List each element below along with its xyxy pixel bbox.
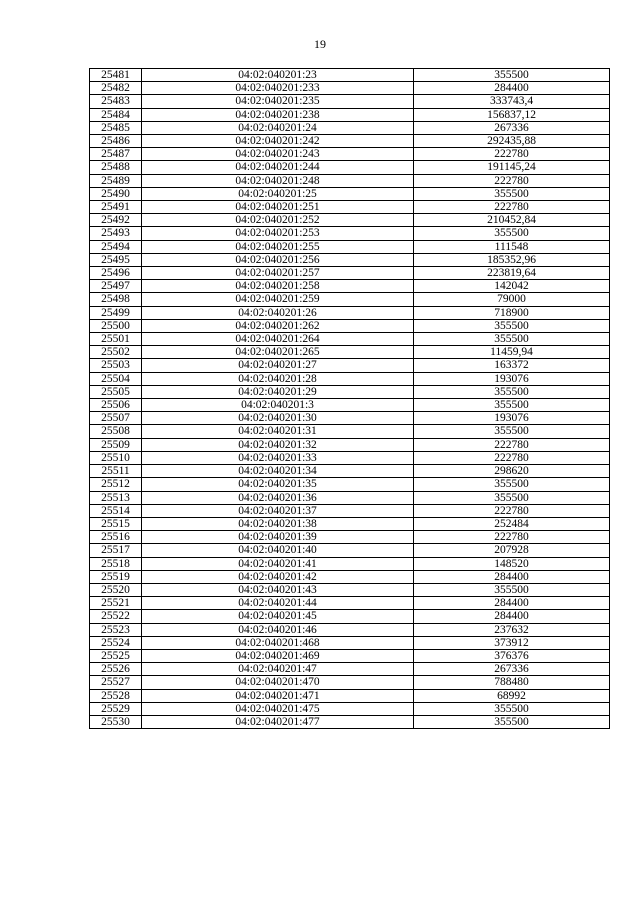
row-number-cell: 25498 [90,293,142,306]
cadastral-number-cell: 04:02:040201:258 [142,280,414,293]
table-row [90,531,610,544]
cadastral-value-cell: 111548 [414,240,610,253]
cadastral-number-cell: 04:02:040201:244 [142,161,414,174]
table-row [90,267,610,280]
cadastral-number-cell: 04:02:040201:46 [142,623,414,636]
table-row [90,597,610,610]
cadastral-value-cell: 267336 [414,663,610,676]
page-number: 19 [314,37,326,51]
row-number-cell: 25521 [90,597,142,610]
cadastral-number-cell: 04:02:040201:248 [142,174,414,187]
cadastral-number-cell: 04:02:040201:26 [142,306,414,319]
row-number-cell: 25503 [90,359,142,372]
row-number-cell: 25528 [90,689,142,702]
row-number-cell: 25483 [90,95,142,108]
row-number-cell: 25513 [90,491,142,504]
row-number-cell: 25499 [90,306,142,319]
cadastral-number-cell: 04:02:040201:477 [142,715,414,728]
cadastral-number-cell: 04:02:040201:33 [142,451,414,464]
table-row [90,491,610,504]
table-row [90,517,610,530]
cadastral-value-cell: 718900 [414,306,610,319]
cadastral-number-cell: 04:02:040201:262 [142,319,414,332]
cadastral-number-cell: 04:02:040201:3 [142,399,414,412]
row-number-cell: 25486 [90,135,142,148]
row-number-cell: 25494 [90,240,142,253]
cadastral-number-cell: 04:02:040201:257 [142,267,414,280]
table-row [90,715,610,728]
table-row [90,610,610,623]
cadastral-number-cell: 04:02:040201:36 [142,491,414,504]
table-row [90,201,610,214]
table-row [90,253,610,266]
row-number-cell: 25525 [90,649,142,662]
cadastral-value-cell: 11459,94 [414,346,610,359]
table-row [90,689,610,702]
row-number-cell: 25495 [90,253,142,266]
table-row [90,306,610,319]
cadastral-value-cell: 185352,96 [414,253,610,266]
cadastral-value-cell: 355500 [414,399,610,412]
row-number-cell: 25524 [90,636,142,649]
cadastral-value-cell: 333743,4 [414,95,610,108]
cadastral-number-cell: 04:02:040201:37 [142,504,414,517]
cadastral-value-cell: 142042 [414,280,610,293]
cadastral-value-cell: 788480 [414,676,610,689]
cadastral-value-cell: 355500 [414,425,610,438]
table-row [90,69,610,82]
cadastral-number-cell: 04:02:040201:35 [142,478,414,491]
cadastral-number-cell: 04:02:040201:42 [142,570,414,583]
row-number-cell: 25496 [90,267,142,280]
cadastral-value-cell: 210452,84 [414,214,610,227]
row-number-cell: 25504 [90,372,142,385]
cadastral-value-cell: 222780 [414,201,610,214]
row-number-cell: 25501 [90,333,142,346]
cadastral-number-cell: 04:02:040201:44 [142,597,414,610]
table-row [90,702,610,715]
cadastral-number-cell: 04:02:040201:259 [142,293,414,306]
table-row [90,425,610,438]
table-row [90,583,610,596]
cadastral-value-cell: 237632 [414,623,610,636]
table-row [90,385,610,398]
row-number-cell: 25527 [90,676,142,689]
row-number-cell: 25481 [90,69,142,82]
cadastral-value-cell: 355500 [414,702,610,715]
table-row [90,214,610,227]
row-number-cell: 25489 [90,174,142,187]
row-number-cell: 25506 [90,399,142,412]
cadastral-value-cell: 222780 [414,504,610,517]
table-row [90,557,610,570]
row-number-cell: 25520 [90,583,142,596]
row-number-cell: 25497 [90,280,142,293]
cadastral-number-cell: 04:02:040201:41 [142,557,414,570]
cadastral-value-cell: 373912 [414,636,610,649]
cadastral-value-cell: 355500 [414,715,610,728]
cadastral-value-cell: 191145,24 [414,161,610,174]
cadastral-number-cell: 04:02:040201:43 [142,583,414,596]
table-body [90,69,610,729]
row-number-cell: 25491 [90,201,142,214]
table-row [90,161,610,174]
cadastral-number-cell: 04:02:040201:24 [142,121,414,134]
row-number-cell: 25515 [90,517,142,530]
cadastral-value-cell: 355500 [414,227,610,240]
cadastral-value-cell: 284400 [414,570,610,583]
row-number-cell: 25530 [90,715,142,728]
cadastral-number-cell: 04:02:040201:468 [142,636,414,649]
row-number-cell: 25512 [90,478,142,491]
table-row [90,187,610,200]
table-row [90,663,610,676]
cadastral-value-cell: 193076 [414,372,610,385]
cadastral-number-cell: 04:02:040201:265 [142,346,414,359]
table-row [90,465,610,478]
cadastral-value-cell: 222780 [414,148,610,161]
table-row [90,174,610,187]
cadastral-value-cell: 355500 [414,583,610,596]
cadastral-value-cell: 79000 [414,293,610,306]
table-row [90,412,610,425]
cadastral-number-cell: 04:02:040201:45 [142,610,414,623]
cadastral-value-cell: 292435,88 [414,135,610,148]
cadastral-value-cell: 284400 [414,82,610,95]
table-row [90,478,610,491]
table-row [90,240,610,253]
table-row [90,359,610,372]
cadastral-value-cell: 68992 [414,689,610,702]
table-row [90,438,610,451]
row-number-cell: 25516 [90,531,142,544]
table-row [90,82,610,95]
table-row [90,636,610,649]
table-row [90,319,610,332]
cadastral-number-cell: 04:02:040201:47 [142,663,414,676]
cadastral-number-cell: 04:02:040201:38 [142,517,414,530]
cadastral-number-cell: 04:02:040201:32 [142,438,414,451]
cadastral-number-cell: 04:02:040201:255 [142,240,414,253]
cadastral-number-cell: 04:02:040201:471 [142,689,414,702]
row-number-cell: 25522 [90,610,142,623]
cadastral-number-cell: 04:02:040201:40 [142,544,414,557]
cadastral-number-cell: 04:02:040201:253 [142,227,414,240]
row-number-cell: 25485 [90,121,142,134]
row-number-cell: 25529 [90,702,142,715]
row-number-cell: 25505 [90,385,142,398]
cadastral-number-cell: 04:02:040201:29 [142,385,414,398]
table-row [90,623,610,636]
row-number-cell: 25508 [90,425,142,438]
cadastral-number-cell: 04:02:040201:251 [142,201,414,214]
cadastral-number-cell: 04:02:040201:235 [142,95,414,108]
row-number-cell: 25482 [90,82,142,95]
cadastral-value-cell: 298620 [414,465,610,478]
cadastral-value-cell: 355500 [414,187,610,200]
cadastral-value-cell: 156837,12 [414,108,610,121]
cadastral-value-cell: 222780 [414,531,610,544]
cadastral-number-cell: 04:02:040201:39 [142,531,414,544]
table-row [90,108,610,121]
table-row [90,293,610,306]
cadastral-value-cell: 355500 [414,491,610,504]
row-number-cell: 25484 [90,108,142,121]
row-number-cell: 25502 [90,346,142,359]
cadastral-value-cell: 267336 [414,121,610,134]
row-number-cell: 25488 [90,161,142,174]
row-number-cell: 25523 [90,623,142,636]
cadastral-value-cell: 355500 [414,478,610,491]
cadastral-value-cell: 222780 [414,438,610,451]
table-row [90,280,610,293]
table-row [90,148,610,161]
row-number-cell: 25490 [90,187,142,200]
table-row [90,676,610,689]
cadastral-number-cell: 04:02:040201:252 [142,214,414,227]
row-number-cell: 25514 [90,504,142,517]
table-row [90,121,610,134]
row-number-cell: 25526 [90,663,142,676]
cadastral-number-cell: 04:02:040201:238 [142,108,414,121]
table-row [90,570,610,583]
cadastral-value-cell: 376376 [414,649,610,662]
table-row [90,95,610,108]
cadastral-value-cell: 355500 [414,319,610,332]
cadastral-value-cell: 222780 [414,174,610,187]
cadastral-value-cell: 193076 [414,412,610,425]
cadastral-value-cell: 284400 [414,597,610,610]
row-number-cell: 25519 [90,570,142,583]
cadastral-value-cell: 252484 [414,517,610,530]
table-row [90,346,610,359]
row-number-cell: 25500 [90,319,142,332]
cadastral-number-cell: 04:02:040201:475 [142,702,414,715]
row-number-cell: 25492 [90,214,142,227]
cadastral-number-cell: 04:02:040201:23 [142,69,414,82]
row-number-cell: 25510 [90,451,142,464]
cadastral-value-cell: 355500 [414,69,610,82]
cadastral-value-cell: 163372 [414,359,610,372]
table-row [90,135,610,148]
table-row [90,544,610,557]
row-number-cell: 25507 [90,412,142,425]
row-number-cell: 25511 [90,465,142,478]
cadastral-number-cell: 04:02:040201:34 [142,465,414,478]
cadastral-number-cell: 04:02:040201:256 [142,253,414,266]
row-number-cell: 25487 [90,148,142,161]
table-row [90,649,610,662]
row-number-cell: 25509 [90,438,142,451]
cadastral-number-cell: 04:02:040201:264 [142,333,414,346]
cadastral-value-cell: 223819,64 [414,267,610,280]
cadastral-value-cell: 355500 [414,385,610,398]
cadastral-value-cell: 207928 [414,544,610,557]
row-number-cell: 25493 [90,227,142,240]
cadastral-number-cell: 04:02:040201:243 [142,148,414,161]
table-row [90,372,610,385]
table-row [90,504,610,517]
cadastral-value-table [89,68,610,729]
cadastral-number-cell: 04:02:040201:470 [142,676,414,689]
table-row [90,227,610,240]
cadastral-number-cell: 04:02:040201:25 [142,187,414,200]
table-row [90,333,610,346]
cadastral-value-cell: 355500 [414,333,610,346]
row-number-cell: 25518 [90,557,142,570]
cadastral-number-cell: 04:02:040201:30 [142,412,414,425]
cadastral-number-cell: 04:02:040201:469 [142,649,414,662]
cadastral-number-cell: 04:02:040201:233 [142,82,414,95]
table-row [90,451,610,464]
table-row [90,399,610,412]
cadastral-value-cell: 222780 [414,451,610,464]
cadastral-number-cell: 04:02:040201:28 [142,372,414,385]
cadastral-number-cell: 04:02:040201:242 [142,135,414,148]
cadastral-number-cell: 04:02:040201:31 [142,425,414,438]
cadastral-value-cell: 284400 [414,610,610,623]
cadastral-number-cell: 04:02:040201:27 [142,359,414,372]
row-number-cell: 25517 [90,544,142,557]
cadastral-value-cell: 148520 [414,557,610,570]
